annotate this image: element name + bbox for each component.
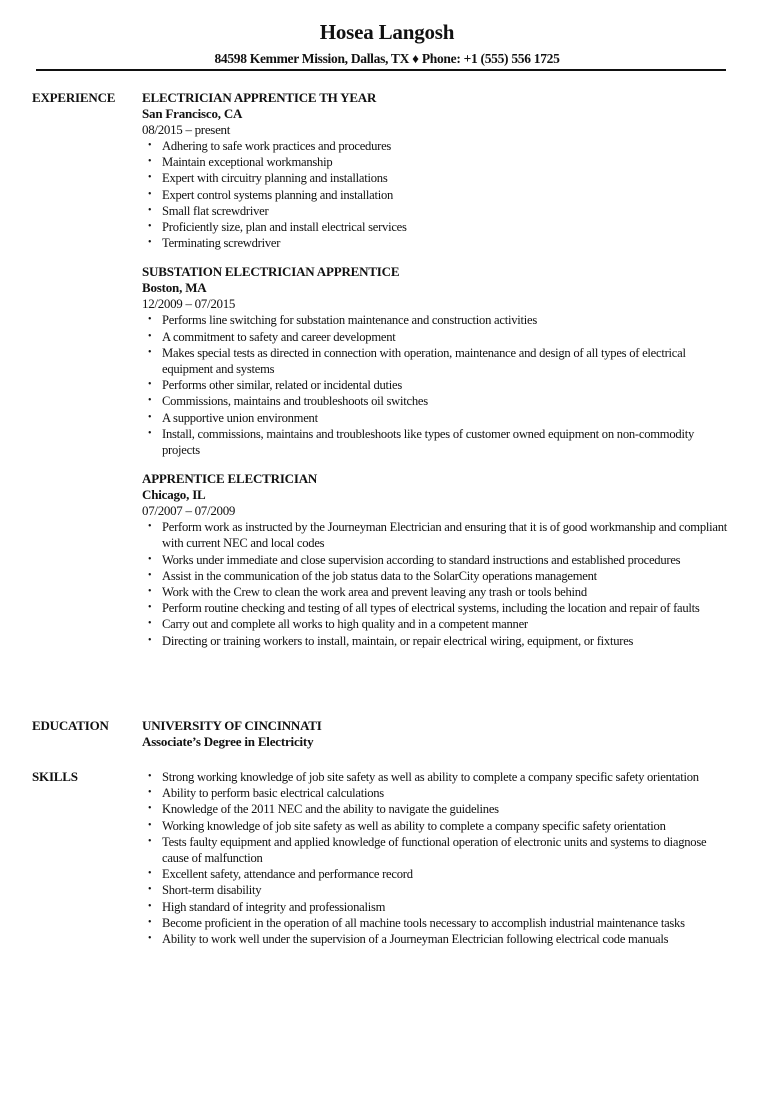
bullet-item: [142, 138, 728, 154]
bullet-icon: •: [148, 411, 152, 423]
bullet-item: [142, 633, 728, 649]
job-dates: 08/2015 – present: [142, 122, 231, 137]
bullet-item: [142, 235, 728, 251]
bullet-icon: •: [148, 569, 152, 581]
bullet-text: Strong working knowledge of job site safety as well as ability to complete a company specific safety orientation: [162, 770, 699, 784]
bullet-text: Performs line switching for substation maintenance and construction activities: [162, 313, 538, 328]
bullet-text: Works under immediate and close supervision according to standard instructions and established procedures: [162, 552, 681, 567]
bullet-icon: •: [148, 803, 152, 815]
bullet-icon: •: [148, 521, 152, 533]
job-location: Boston, MA: [142, 280, 207, 296]
bullet-text: Expert with circuitry planning and installations: [162, 171, 388, 186]
bullet-icon: •: [148, 553, 152, 565]
job-location: San Francisco, CA: [142, 106, 243, 121]
bullet-text: Working knowledge of job site safety as well as ability to complete a company specific safety orientation: [162, 818, 666, 833]
bullet-icon: •: [148, 330, 152, 342]
bullet-text: Small flat screwdriver: [162, 203, 269, 218]
job-title: APPRENTICE ELECTRICIAN: [142, 471, 318, 487]
bullet-text: Perform routine checking and testing of all types of electrical systems, including the location and repair of faults: [162, 601, 700, 616]
bullet-icon: •: [148, 379, 152, 391]
bullet-icon: •: [148, 586, 152, 598]
bullet-item: [142, 410, 728, 426]
bullet-text: Knowledge of the 2011 NEC and the ability to navigate the guidelines: [162, 802, 499, 817]
bullet-icon: •: [148, 172, 152, 184]
bullet-item: [142, 616, 728, 632]
bullet-item: [142, 584, 728, 600]
bullet-icon: •: [148, 787, 152, 799]
bullet-text: High standard of integrity and professionalism: [162, 899, 386, 914]
candidate-name: Hosea Langosh: [319, 20, 455, 44]
section-label-skills: SKILLS: [32, 769, 78, 784]
job-entry: [142, 471, 742, 649]
job-bullets: [142, 519, 742, 649]
bullet-text: Install, commissions, maintains and troubleshoots like types of customer owned equipment on non-commodity projects: [162, 426, 694, 458]
job-dates: 07/2007 – 07/2009: [142, 503, 236, 519]
bullet-item: [142, 866, 728, 882]
bullet-item: [142, 801, 728, 817]
bullet-icon: •: [148, 314, 152, 326]
bullet-item: [142, 519, 728, 551]
bullet-text: Makes special tests as directed in connection with operation, maintenance and design of all types of electrical equipment and systems: [162, 345, 686, 377]
school-name: UNIVERSITY OF CINCINNATI: [142, 718, 322, 733]
bullet-text: Adhering to safe work practices and procedures: [162, 139, 392, 153]
experience-list: [142, 90, 742, 662]
job-title: ELECTRICIAN APPRENTICE TH YEAR: [142, 90, 377, 105]
job-entry: [142, 264, 742, 458]
bullet-text: Expert control systems planning and installation: [162, 187, 394, 202]
bullet-text: Carry out and complete all works to high quality and in a competent manner: [162, 617, 528, 632]
bullet-icon: •: [148, 916, 152, 928]
degree: Associate’s Degree in Electricity: [142, 734, 314, 749]
bullet-icon: •: [148, 634, 152, 646]
skills-bullets: [142, 769, 742, 947]
education-entry: [142, 718, 742, 750]
bullet-text: Maintain exceptional workmanship: [162, 155, 333, 170]
bullet-icon: •: [148, 140, 152, 151]
bullet-icon: •: [148, 771, 152, 782]
bullet-text: Terminating screwdriver: [162, 236, 281, 251]
bullet-text: A commitment to safety and career development: [162, 329, 396, 344]
bullet-item: [142, 426, 728, 458]
bullet-item: [142, 552, 728, 568]
bullet-icon: •: [148, 933, 152, 945]
bullet-icon: •: [148, 900, 152, 912]
bullet-text: Proficiently size, plan and install electrical services: [162, 220, 407, 235]
job-title: SUBSTATION ELECTRICIAN APPRENTICE: [142, 264, 400, 280]
bullet-text: Work with the Crew to clean the work area and prevent leaving any trash or tools behind: [162, 585, 587, 600]
bullet-item: [142, 203, 728, 219]
bullet-item: [142, 219, 728, 235]
bullet-icon: •: [148, 156, 152, 168]
bullet-item: [142, 915, 728, 931]
header-divider: [36, 69, 726, 71]
bullet-item: [142, 568, 728, 584]
section-label-experience: EXPERIENCE: [32, 90, 116, 105]
bullet-text: Excellent safety, attendance and performance record: [162, 867, 413, 882]
bullet-item: [142, 769, 728, 785]
job-bullets: [142, 138, 742, 251]
bullet-icon: •: [148, 204, 152, 216]
bullet-item: [142, 170, 728, 186]
bullet-item: [142, 345, 728, 377]
bullet-item: [142, 882, 728, 898]
bullet-item: [142, 377, 728, 393]
bullet-text: A supportive union environment: [162, 410, 318, 425]
job-location: Chicago, IL: [142, 487, 206, 503]
job-bullets: [142, 312, 742, 458]
bullet-text: Directing or training workers to install, maintain, or repair electrical wiring, equipment, or fixtures: [162, 633, 634, 648]
bullet-icon: •: [148, 237, 152, 249]
bullet-item: [142, 818, 728, 834]
bullet-text: Short-term disability: [162, 883, 262, 898]
bullet-icon: •: [148, 346, 152, 358]
bullet-icon: •: [148, 618, 152, 630]
bullet-icon: •: [148, 835, 152, 847]
bullet-text: Ability to perform basic electrical calculations: [162, 786, 384, 801]
bullet-icon: •: [148, 188, 152, 200]
bullet-icon: •: [148, 395, 152, 407]
bullet-item: [142, 785, 728, 801]
bullet-text: Perform work as instructed by the Journeyman Electrician and ensuring that it is of good workmanship and compliant with current NEC and local codes: [162, 520, 728, 551]
contact-line: 84598 Kemmer Mission, Dallas, TX ♦ Phone: +1 (555) 556 1725: [214, 51, 560, 66]
section-label-education: EDUCATION: [32, 718, 109, 733]
bullet-item: [142, 154, 728, 170]
bullet-icon: •: [148, 868, 152, 880]
bullet-text: Become proficient in the operation of all machine tools necessary to accomplish industrial maintenance tasks: [162, 915, 685, 930]
bullet-icon: •: [148, 427, 152, 439]
bullet-item: [142, 187, 728, 203]
bullet-item: [142, 834, 728, 866]
skills-list: [142, 769, 742, 947]
bullet-item: [142, 931, 728, 947]
bullet-text: Tests faulty equipment and applied knowledge of functional operation of electronic units and systems to diagnose cause of malfunction: [162, 834, 707, 866]
bullet-text: Performs other similar, related or incidental duties: [162, 378, 403, 393]
bullet-icon: •: [148, 221, 152, 233]
bullet-text: Ability to work well under the supervision of a Journeyman Electrician following electrical code manuals: [162, 932, 669, 947]
bullet-text: Assist in the communication of the job status data to the SolarCity operations management: [162, 568, 597, 583]
bullet-item: [142, 329, 728, 345]
bullet-item: [142, 312, 728, 328]
bullet-item: [142, 393, 728, 409]
bullet-icon: •: [148, 602, 152, 614]
bullet-text: Commissions, maintains and troubleshoots oil switches: [162, 394, 428, 409]
bullet-item: [142, 600, 728, 616]
bullet-item: [142, 899, 728, 915]
job-dates: 12/2009 – 07/2015: [142, 296, 236, 312]
bullet-icon: •: [148, 819, 152, 831]
job-entry: [142, 90, 742, 251]
bullet-icon: •: [148, 884, 152, 896]
